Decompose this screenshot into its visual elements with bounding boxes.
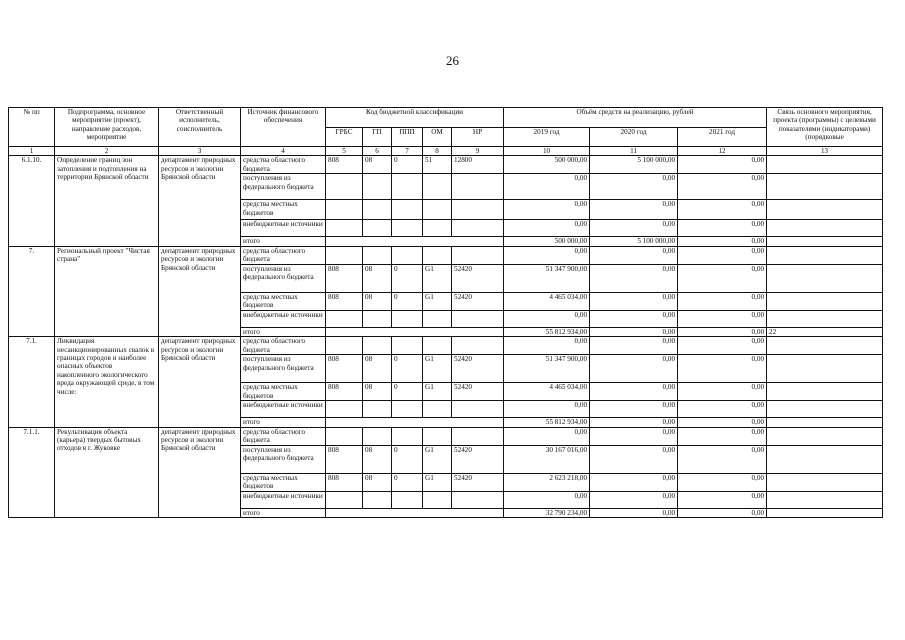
col-number: 13 — [767, 147, 883, 156]
code-om — [423, 220, 452, 237]
amount-2021: 0,00 — [678, 220, 767, 237]
amount-2019: 0,00 — [504, 220, 590, 237]
link-cell — [767, 220, 883, 237]
code-om — [423, 310, 452, 327]
code-nr — [452, 401, 504, 418]
header-link: Связь основного мероприятия, проекта (программы) с целевыми показателями (индикаторами) (порядковые — [767, 108, 883, 147]
code-grbs — [326, 220, 363, 237]
amount-2021: 0,00 — [678, 156, 767, 174]
code-nr — [452, 491, 504, 508]
header-source: Источник финансового обеспечения — [241, 108, 326, 147]
amount-2020: 0,00 — [590, 174, 678, 200]
code-gp — [363, 310, 392, 327]
code-nr — [452, 310, 504, 327]
amount-2019: 0,00 — [504, 174, 590, 200]
amount-2021: 0,00 — [678, 200, 767, 220]
amount-2021: 0,00 — [678, 445, 767, 473]
amount-2020: 0,00 — [590, 200, 678, 220]
code-grbs — [326, 246, 363, 264]
total-2019: 32 790 234,00 — [504, 508, 590, 517]
amount-2019: 4 465 034,00 — [504, 383, 590, 401]
item-program: Ликвидация несанкционированных свалок в границах городов и наиболее опасных объектов накопленного экологического вреда окружающей среде, в том числе: — [55, 337, 159, 427]
col-number: 6 — [363, 147, 392, 156]
code-ppp — [392, 310, 423, 327]
total-label: итого — [241, 508, 326, 517]
link-cell — [767, 200, 883, 220]
funding-source: средства местных бюджетов — [241, 200, 326, 220]
code-nr: 52420 — [452, 383, 504, 401]
code-grbs — [326, 401, 363, 418]
code-om — [423, 427, 452, 445]
header-budget-code: Код бюджетной классификации — [326, 108, 504, 128]
amount-2020: 0,00 — [590, 401, 678, 418]
total-2019: 500 000,00 — [504, 237, 590, 246]
amount-2020: 0,00 — [590, 292, 678, 310]
amount-2019: 30 167 016,00 — [504, 445, 590, 473]
code-gp: 08 — [363, 473, 392, 491]
header-om: ОМ — [423, 127, 452, 147]
col-number: 12 — [678, 147, 767, 156]
amount-2021: 0,00 — [678, 337, 767, 355]
amount-2020: 0,00 — [590, 355, 678, 383]
link-cell — [767, 264, 883, 292]
total-2019: 55 812 934,00 — [504, 327, 590, 336]
code-grbs: 808 — [326, 355, 363, 383]
header-2020: 2020 год — [590, 127, 678, 147]
code-nr: 52420 — [452, 264, 504, 292]
amount-2021: 0,00 — [678, 246, 767, 264]
code-ppp — [392, 200, 423, 220]
code-grbs: 808 — [326, 156, 363, 174]
col-number: 9 — [452, 147, 504, 156]
amount-2020: 0,00 — [590, 337, 678, 355]
code-om — [423, 401, 452, 418]
code-nr — [452, 200, 504, 220]
total-2020: 0,00 — [590, 508, 678, 517]
code-om — [423, 200, 452, 220]
amount-2020: 0,00 — [590, 220, 678, 237]
amount-2019: 0,00 — [504, 401, 590, 418]
funding-source: поступления из федерального бюджета — [241, 355, 326, 383]
amount-2020: 5 100 000,00 — [590, 156, 678, 174]
col-number: 1 — [9, 147, 55, 156]
amount-2021: 0,00 — [678, 174, 767, 200]
funding-source: средства местных бюджетов — [241, 473, 326, 491]
code-grbs — [326, 491, 363, 508]
amount-2019: 500 000,00 — [504, 156, 590, 174]
code-gp: 08 — [363, 156, 392, 174]
amount-2019: 0,00 — [504, 200, 590, 220]
code-grbs: 808 — [326, 473, 363, 491]
code-grbs — [326, 200, 363, 220]
code-om: G1 — [423, 355, 452, 383]
header-num: № пп — [9, 108, 55, 147]
header-executor: Ответственный исполнитель, соисполнитель — [159, 108, 241, 147]
amount-2021: 0,00 — [678, 427, 767, 445]
code-om: G1 — [423, 473, 452, 491]
funding-source: средства областного бюджета — [241, 156, 326, 174]
code-ppp: 0 — [392, 445, 423, 473]
code-nr — [452, 174, 504, 200]
funding-source: внебюджетные источники — [241, 310, 326, 327]
item-number: 7. — [9, 246, 55, 336]
item-number: 7.1.1. — [9, 427, 55, 517]
item-executor: департамент природных ресурсов и экологии Брянской области — [159, 246, 241, 336]
total-2021: 0,00 — [678, 327, 767, 336]
code-om — [423, 246, 452, 264]
item-program: Региональный проект "Чистая страна" — [55, 246, 159, 336]
header-grbs: ГРБС — [326, 127, 363, 147]
col-number: 5 — [326, 147, 363, 156]
total-2019: 55 812 934,00 — [504, 418, 590, 427]
code-nr: 52420 — [452, 473, 504, 491]
table-row — [9, 246, 883, 264]
header-nr: НР — [452, 127, 504, 147]
code-om — [423, 337, 452, 355]
amount-2020: 0,00 — [590, 445, 678, 473]
total-2020: 0,00 — [590, 327, 678, 336]
total-link-cell: 22 — [767, 327, 883, 336]
amount-2021: 0,00 — [678, 292, 767, 310]
header-2021: 2021 год — [678, 127, 767, 147]
total-2021: 0,00 — [678, 237, 767, 246]
code-nr: 52420 — [452, 445, 504, 473]
funding-source: средства областного бюджета — [241, 246, 326, 264]
table-row — [9, 427, 883, 445]
amount-2019: 0,00 — [504, 310, 590, 327]
link-cell — [767, 383, 883, 401]
amount-2019: 51 347 900,00 — [504, 355, 590, 383]
header-gp: ГП — [363, 127, 392, 147]
code-ppp: 0 — [392, 292, 423, 310]
total-label: итого — [241, 327, 326, 336]
code-nr — [452, 220, 504, 237]
total-empty-codes — [326, 508, 504, 517]
funding-source: внебюджетные источники — [241, 220, 326, 237]
amount-2020: 0,00 — [590, 491, 678, 508]
code-gp: 08 — [363, 264, 392, 292]
code-ppp — [392, 174, 423, 200]
amount-2020: 0,00 — [590, 246, 678, 264]
funding-source: средства областного бюджета — [241, 427, 326, 445]
item-executor: департамент природных ресурсов и экологии Брянской области — [159, 337, 241, 427]
link-cell — [767, 246, 883, 264]
funding-source: поступления из федерального бюджета — [241, 445, 326, 473]
amount-2019: 0,00 — [504, 491, 590, 508]
header-ppp: ППП — [392, 127, 423, 147]
funding-source: внебюджетные источники — [241, 401, 326, 418]
total-label: итого — [241, 237, 326, 246]
code-nr — [452, 246, 504, 264]
col-number: 3 — [159, 147, 241, 156]
code-gp — [363, 220, 392, 237]
code-nr — [452, 337, 504, 355]
col-number: 11 — [590, 147, 678, 156]
code-grbs: 808 — [326, 445, 363, 473]
code-om: G1 — [423, 445, 452, 473]
funding-source: средства местных бюджетов — [241, 292, 326, 310]
code-gp: 08 — [363, 292, 392, 310]
budget-table — [8, 107, 883, 518]
code-ppp — [392, 427, 423, 445]
total-link-cell — [767, 418, 883, 427]
amount-2020: 0,00 — [590, 473, 678, 491]
code-om — [423, 491, 452, 508]
page-number: 26 — [446, 53, 459, 68]
amount-2020: 0,00 — [590, 310, 678, 327]
code-nr: 52420 — [452, 355, 504, 383]
total-2020: 0,00 — [590, 418, 678, 427]
amount-2019: 0,00 — [504, 427, 590, 445]
link-cell — [767, 355, 883, 383]
code-ppp — [392, 220, 423, 237]
amount-2021: 0,00 — [678, 264, 767, 292]
code-gp — [363, 427, 392, 445]
amount-2021: 0,00 — [678, 383, 767, 401]
funding-source: поступления из федерального бюджета — [241, 174, 326, 200]
code-grbs: 808 — [326, 383, 363, 401]
link-cell — [767, 473, 883, 491]
total-link-cell — [767, 237, 883, 246]
header-program: Подпрограмма, основное мероприятие (проект), направление расходов, мероприятие — [55, 108, 159, 147]
code-nr — [452, 427, 504, 445]
code-gp — [363, 491, 392, 508]
total-2021: 0,00 — [678, 418, 767, 427]
amount-2019: 51 347 900,00 — [504, 264, 590, 292]
link-cell — [767, 337, 883, 355]
code-gp: 08 — [363, 383, 392, 401]
code-gp — [363, 246, 392, 264]
code-om: 51 — [423, 156, 452, 174]
funding-source: внебюджетные источники — [241, 491, 326, 508]
code-gp: 08 — [363, 355, 392, 383]
code-om: G1 — [423, 292, 452, 310]
code-om: G1 — [423, 264, 452, 292]
code-grbs — [326, 337, 363, 355]
link-cell — [767, 401, 883, 418]
code-ppp — [392, 401, 423, 418]
code-gp — [363, 174, 392, 200]
code-om — [423, 174, 452, 200]
total-link-cell — [767, 508, 883, 517]
total-empty-codes — [326, 327, 504, 336]
code-ppp: 0 — [392, 473, 423, 491]
link-cell — [767, 310, 883, 327]
link-cell — [767, 445, 883, 473]
code-gp — [363, 401, 392, 418]
code-nr: 12800 — [452, 156, 504, 174]
link-cell — [767, 427, 883, 445]
col-number: 2 — [55, 147, 159, 156]
table-row — [9, 156, 883, 174]
funding-source: средства местных бюджетов — [241, 383, 326, 401]
amount-2019: 4 465 034,00 — [504, 292, 590, 310]
item-executor: департамент природных ресурсов и экологии Брянской области — [159, 427, 241, 517]
link-cell — [767, 156, 883, 174]
amount-2020: 0,00 — [590, 427, 678, 445]
code-nr: 52420 — [452, 292, 504, 310]
code-ppp: 0 — [392, 355, 423, 383]
item-executor: департамент природных ресурсов и экологии Брянской области — [159, 156, 241, 246]
funding-source: средства областного бюджета — [241, 337, 326, 355]
code-gp: 08 — [363, 445, 392, 473]
code-grbs — [326, 427, 363, 445]
amount-2020: 0,00 — [590, 383, 678, 401]
code-om: G1 — [423, 383, 452, 401]
amount-2021: 0,00 — [678, 401, 767, 418]
total-2020: 5 100 000,00 — [590, 237, 678, 246]
total-2021: 0,00 — [678, 508, 767, 517]
amount-2019: 0,00 — [504, 337, 590, 355]
code-ppp — [392, 491, 423, 508]
col-number: 4 — [241, 147, 326, 156]
link-cell — [767, 174, 883, 200]
total-empty-codes — [326, 237, 504, 246]
amount-2020: 0,00 — [590, 264, 678, 292]
item-program: Рекультивация объекта (карьера) твердых бытовых отходов в г. Жуковке — [55, 427, 159, 517]
code-ppp: 0 — [392, 156, 423, 174]
code-grbs: 808 — [326, 264, 363, 292]
link-cell — [767, 491, 883, 508]
amount-2021: 0,00 — [678, 491, 767, 508]
column-numbers-row — [9, 147, 883, 156]
link-cell — [767, 292, 883, 310]
code-grbs: 808 — [326, 292, 363, 310]
col-number: 7 — [392, 147, 423, 156]
amount-2021: 0,00 — [678, 473, 767, 491]
code-gp — [363, 200, 392, 220]
table-row — [9, 337, 883, 355]
code-ppp — [392, 246, 423, 264]
total-label: итого — [241, 418, 326, 427]
code-grbs — [326, 174, 363, 200]
item-program: Определение границ зон затопления и подтопления на территории Брянской области — [55, 156, 159, 246]
code-ppp: 0 — [392, 264, 423, 292]
code-ppp: 0 — [392, 383, 423, 401]
code-ppp — [392, 337, 423, 355]
item-number: 6.1.10. — [9, 156, 55, 246]
code-grbs — [326, 310, 363, 327]
amount-2021: 0,00 — [678, 310, 767, 327]
code-gp — [363, 337, 392, 355]
amount-2019: 2 623 218,00 — [504, 473, 590, 491]
total-empty-codes — [326, 418, 504, 427]
funding-source: поступления из федерального бюджета — [241, 264, 326, 292]
col-number: 10 — [504, 147, 590, 156]
header-volume: Объём средств на реализацию, рублей — [504, 108, 767, 128]
amount-2019: 0,00 — [504, 246, 590, 264]
item-number: 7.1. — [9, 337, 55, 427]
header-2019: 2019 год — [504, 127, 590, 147]
amount-2021: 0,00 — [678, 355, 767, 383]
col-number: 8 — [423, 147, 452, 156]
